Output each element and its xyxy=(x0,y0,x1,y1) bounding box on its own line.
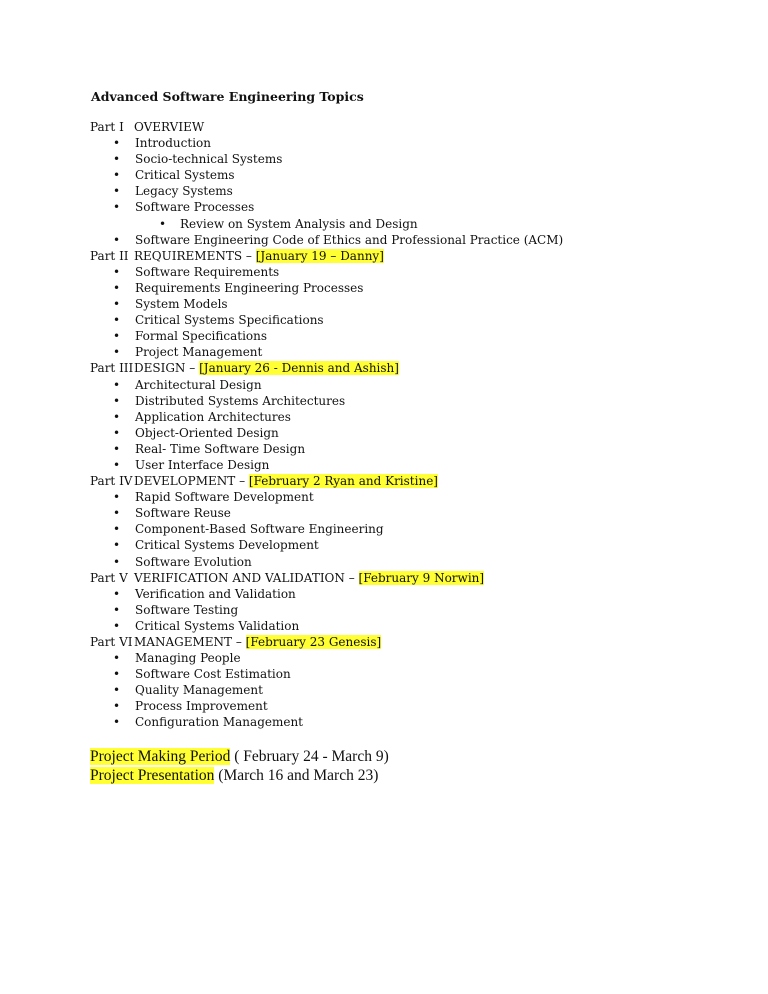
topic-label: Software Cost Estimation xyxy=(135,667,291,682)
schedule-line xyxy=(90,748,389,767)
topic-label: Software Evolution xyxy=(135,554,252,569)
part-number: Part I xyxy=(90,120,124,134)
bullet-icon: • xyxy=(113,538,121,553)
part-separator: – xyxy=(235,474,249,489)
part-heading xyxy=(90,119,563,135)
topic-item xyxy=(90,377,563,393)
part-number: Part III xyxy=(90,361,134,376)
topic-item xyxy=(90,666,563,682)
bullet-icon: • xyxy=(113,393,121,408)
bullet-icon: • xyxy=(113,506,121,521)
topic-item xyxy=(90,232,563,248)
topic-item xyxy=(90,489,563,505)
bullet-icon: • xyxy=(113,586,121,601)
topic-item xyxy=(90,618,563,634)
topic-label: Architectural Design xyxy=(135,377,262,392)
bullet-icon: • xyxy=(113,667,121,682)
topic-item xyxy=(90,714,563,730)
topic-label: Requirements Engineering Processes xyxy=(135,280,364,295)
part-heading xyxy=(90,248,563,264)
bullet-icon: • xyxy=(113,136,121,151)
part-separator: – xyxy=(242,248,256,263)
topic-label: Application Architectures xyxy=(135,409,291,424)
topic-label: User Interface Design xyxy=(135,457,270,472)
topic-item xyxy=(90,698,563,714)
part-heading xyxy=(90,473,563,489)
part-schedule: [February 9 Norwin] xyxy=(358,570,485,585)
schedule-label: Project Presentation xyxy=(90,766,215,784)
topic-item xyxy=(90,682,563,698)
bullet-icon: • xyxy=(113,264,121,279)
bullet-icon: • xyxy=(113,490,121,505)
part-heading xyxy=(90,570,563,586)
topic-label: Object-Oriented Design xyxy=(135,425,279,440)
part-schedule: [January 19 – Danny] xyxy=(255,248,384,263)
bullet-icon: • xyxy=(113,699,121,714)
topic-label: Project Management xyxy=(135,345,263,360)
part-schedule: [January 26 - Dennis and Ashish] xyxy=(199,361,399,376)
schedule-label: Project Making Period xyxy=(90,748,231,765)
bullet-icon: • xyxy=(113,409,121,424)
part-title: REQUIREMENTS xyxy=(134,248,243,263)
topic-label: Verification and Validation xyxy=(135,586,296,601)
topic-item xyxy=(90,199,563,215)
topic-label: Process Improvement xyxy=(135,699,268,714)
topic-item xyxy=(90,457,563,473)
part-number: Part II xyxy=(90,248,129,263)
topic-label: Distributed Systems Architectures xyxy=(135,393,346,408)
topic-item xyxy=(90,328,563,344)
part-title: DEVELOPMENT xyxy=(134,474,236,489)
bullet-icon: • xyxy=(113,377,121,392)
schedule-dates: (March 16 and March 23) xyxy=(214,766,379,784)
part-separator: – xyxy=(232,635,246,649)
topic-item xyxy=(90,280,563,296)
schedule-line xyxy=(90,767,389,786)
topic-item xyxy=(90,650,563,666)
bullet-icon: • xyxy=(113,441,121,456)
topic-item xyxy=(90,183,563,199)
topic-label: Real- Time Software Design xyxy=(135,441,306,456)
topic-item xyxy=(90,537,563,553)
topic-label: Quality Management xyxy=(135,683,263,698)
bullet-icon: • xyxy=(113,457,121,472)
topic-item xyxy=(90,521,563,537)
part-number: Part VI xyxy=(90,635,133,649)
topic-label: Socio-technical Systems xyxy=(135,152,283,167)
topic-item xyxy=(90,505,563,521)
topic-label: Formal Specifications xyxy=(135,329,268,344)
bullet-icon: • xyxy=(113,184,121,199)
topic-item xyxy=(90,312,563,328)
topic-item xyxy=(90,167,563,183)
topic-label: Critical Systems Validation xyxy=(135,618,300,633)
bullet-icon: • xyxy=(113,618,121,633)
topic-label: Software Testing xyxy=(135,602,239,617)
topic-label: Legacy Systems xyxy=(135,184,233,199)
part-title: OVERVIEW xyxy=(134,120,205,134)
bullet-icon: • xyxy=(113,152,121,167)
topic-item xyxy=(90,602,563,618)
subtopic-item xyxy=(90,216,563,232)
topic-label: Software Engineering Code of Ethics and Professional Practice (ACM) xyxy=(135,232,564,247)
topic-item xyxy=(90,135,563,151)
topic-item xyxy=(90,441,563,457)
bullet-icon: • xyxy=(113,425,121,440)
topic-label: Component-Based Software Engineering xyxy=(135,522,384,537)
bullet-icon: • xyxy=(113,200,121,215)
bullet-icon: • xyxy=(113,329,121,344)
part-title: DESIGN xyxy=(134,361,186,376)
topic-item xyxy=(90,586,563,602)
schedule-dates: ( February 24 - March 9) xyxy=(230,748,389,765)
bullet-icon: • xyxy=(113,651,121,666)
topic-label: Software Reuse xyxy=(135,506,231,521)
bullet-icon: • xyxy=(113,602,121,617)
topic-label: Introduction xyxy=(135,136,211,151)
topic-item xyxy=(90,425,563,441)
bullet-icon: • xyxy=(113,232,121,247)
topic-label: Rapid Software Development xyxy=(135,490,314,505)
topic-label: Critical Systems Specifications xyxy=(135,313,324,328)
bullet-icon: • xyxy=(113,168,121,183)
bullet-icon: • xyxy=(113,683,121,698)
topic-label: Critical Systems Development xyxy=(135,538,319,553)
bullet-icon: • xyxy=(113,313,121,328)
topic-item xyxy=(90,151,563,167)
topic-item xyxy=(90,264,563,280)
part-number: Part IV xyxy=(90,474,133,489)
part-schedule: [February 2 Ryan and Kristine] xyxy=(248,474,438,489)
bullet-icon: • xyxy=(113,345,121,360)
document-title: Advanced Software Engineering Topics xyxy=(91,89,364,104)
topic-label: Configuration Management xyxy=(135,715,304,730)
bullet-icon: • xyxy=(113,522,121,537)
bullet-icon: • xyxy=(113,280,121,295)
topic-label: Software Processes xyxy=(135,200,255,215)
topic-item xyxy=(90,393,563,409)
topic-label: Managing People xyxy=(135,651,241,666)
topic-item xyxy=(90,554,563,570)
project-schedule xyxy=(90,748,389,785)
part-schedule: [February 23 Genesis] xyxy=(245,635,382,649)
topic-label: Critical Systems xyxy=(135,168,235,183)
bullet-icon: • xyxy=(159,216,167,231)
part-heading xyxy=(90,360,563,376)
part-number: Part V xyxy=(90,570,128,585)
bullet-icon: • xyxy=(113,554,121,569)
bullet-icon: • xyxy=(113,297,121,312)
part-separator: – xyxy=(185,361,200,376)
part-separator: – xyxy=(344,570,359,585)
topic-label: System Models xyxy=(135,297,228,312)
bullet-icon: • xyxy=(113,715,121,730)
topic-label: Software Requirements xyxy=(135,264,280,279)
part-title: VERIFICATION AND VALIDATION xyxy=(134,570,345,585)
topic-item xyxy=(90,409,563,425)
part-heading xyxy=(90,634,563,650)
topics-outline xyxy=(90,119,563,731)
topic-item xyxy=(90,344,563,360)
topic-item xyxy=(90,296,563,312)
part-title: MANAGEMENT xyxy=(134,635,233,649)
subtopic-label: Review on System Analysis and Design xyxy=(180,216,418,231)
